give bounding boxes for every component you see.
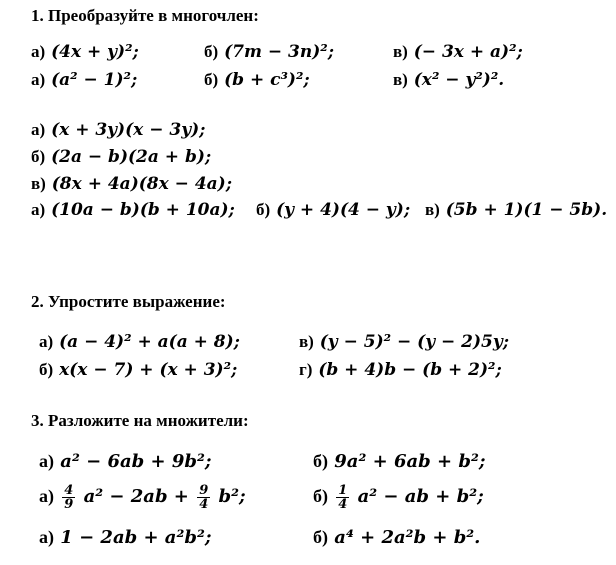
- problem-2-v: в) (y − 5)² − (y − 2)5y;: [299, 332, 510, 352]
- expression: (x + 3y)(x − 3y);: [51, 120, 206, 140]
- problem-1-product-b: б) (2a − b)(2a + b);: [31, 147, 212, 167]
- section-3-heading: 3. Разложите на множители:: [31, 411, 249, 430]
- expression: (b + c³)²;: [224, 70, 310, 90]
- expression: (4x + y)²;: [51, 42, 139, 62]
- section-1-heading: 1. Преобразуйте в многочлен:: [31, 6, 259, 25]
- problem-1-product-a: а) (x + 3y)(x − 3y);: [31, 120, 206, 140]
- expression: (− 3x + a)²;: [413, 42, 523, 62]
- problem-1-row2-v: в) (x² − y²)².: [393, 70, 505, 90]
- expression: (y + 4)(4 − y);: [276, 200, 411, 220]
- expression-part: a² − ab + b²;: [357, 486, 484, 507]
- problem-3-row3-b: б) a⁴ + 2a²b + b².: [313, 527, 481, 548]
- problem-1-row2-b: б) (b + c³)²;: [204, 70, 310, 90]
- problem-2-b: б) x(x − 7) + (x + 3)²;: [39, 360, 238, 380]
- expression: (7m − 3n)²;: [224, 42, 334, 62]
- expression: (10a − b)(b + 10a);: [51, 200, 235, 220]
- expression: (5b + 1)(1 − 5b).: [445, 200, 608, 220]
- expression-part: b²;: [218, 486, 246, 507]
- problem-1-row1-a: а) (4x + y)²;: [31, 42, 139, 62]
- expression: a⁴ + 2a²b + b².: [334, 527, 481, 548]
- problem-3-row1-b: б) 9a² + 6ab + b²;: [313, 451, 486, 472]
- problem-1-last-b: б) (y + 4)(4 − y);: [256, 200, 411, 220]
- fraction-one-fourth: $\frac{1}{4}$: [338, 482, 348, 512]
- problem-1-row1-b: б) (7m − 3n)²;: [204, 42, 334, 62]
- problem-1-last-v: в) (5b + 1)(1 − 5b).: [425, 200, 608, 220]
- problem-3-row2-a: а) $\frac{4}{9}$ a² − 2ab + $\frac{9}{4}$ b²;: [39, 482, 246, 512]
- problem-1-row2-a: а) (a² − 1)²;: [31, 70, 138, 90]
- expression: (a² − 1)²;: [51, 70, 138, 90]
- problem-2-a: а) (a − 4)² + a(a + 8);: [39, 332, 240, 352]
- expression: (y − 5)² − (y − 2)5y;: [319, 332, 510, 352]
- problem-3-row2-b: б) $\frac{1}{4}$ a² − ab + b²;: [313, 482, 484, 512]
- problem-3-row1-a: а) a² − 6ab + 9b²;: [39, 451, 212, 472]
- expression: x(x − 7) + (x + 3)²;: [59, 360, 238, 380]
- expression: 1 − 2ab + a²b²;: [60, 527, 212, 548]
- expression: (a − 4)² + a(a + 8);: [59, 332, 240, 352]
- fraction-four-ninths: $\frac{4}{9}$: [64, 482, 74, 512]
- fraction-nine-fourths: $\frac{9}{4}$: [199, 482, 209, 512]
- expression: (8x + 4a)(8x − 4a);: [51, 174, 232, 194]
- expression: (x² − y²)².: [413, 70, 505, 90]
- problem-1-row1-v: в) (− 3x + a)²;: [393, 42, 523, 62]
- problem-3-row3-a: а) 1 − 2ab + a²b²;: [39, 527, 212, 548]
- expression: (2a − b)(2a + b);: [51, 147, 212, 167]
- expression-part: a² − 2ab +: [83, 486, 189, 507]
- problem-2-g: г) (b + 4)b − (b + 2)²;: [299, 360, 502, 380]
- section-2-heading: 2. Упростите выражение:: [31, 292, 226, 311]
- expression: (b + 4)b − (b + 2)²;: [318, 360, 502, 380]
- problem-1-last-a: а) (10a − b)(b + 10a);: [31, 200, 235, 220]
- problem-1-product-v: в) (8x + 4a)(8x − 4a);: [31, 174, 232, 194]
- expression: a² − 6ab + 9b²;: [60, 451, 212, 472]
- expression: 9a² + 6ab + b²;: [334, 451, 486, 472]
